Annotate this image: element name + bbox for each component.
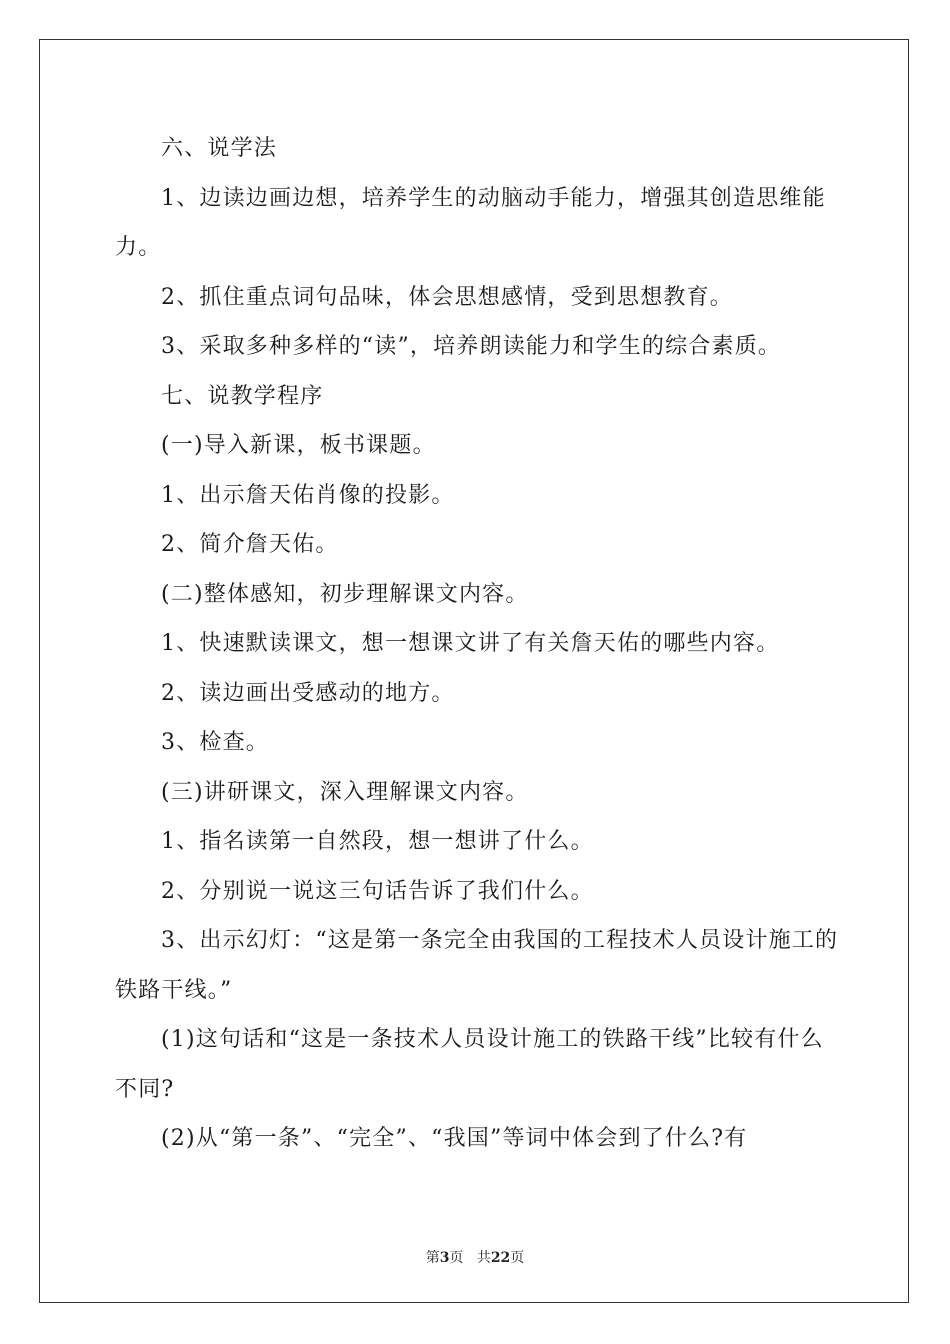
paragraph: 3、采取多种多样的“读”，培养朗读能力和学生的综合素质。 bbox=[161, 334, 782, 359]
paragraph: 2、简介詹天佑。 bbox=[161, 532, 339, 557]
page-footer bbox=[0, 1247, 950, 1267]
total-suffix: 页 bbox=[510, 1250, 525, 1266]
paragraph: (一)导入新课，板书课题。 bbox=[161, 433, 436, 458]
paragraph: 2、读边画出受感动的地方。 bbox=[161, 680, 455, 706]
paragraph: 3、出示幻灯：“这是第一条完全由我国的工程技术人员设计施工的铁路干线。” bbox=[115, 928, 839, 1003]
document-body bbox=[115, 124, 840, 1164]
paragraph: (二)整体感知，初步理解课文内容。 bbox=[161, 581, 529, 607]
paragraph: 2、抓住重点词句品味，体会思想感情，受到思想教育。 bbox=[161, 284, 733, 310]
total-pages: 22 bbox=[490, 1250, 511, 1266]
total-prefix: 共 bbox=[476, 1250, 491, 1266]
paragraph: 3、检查。 bbox=[161, 730, 269, 755]
paragraph: 1、快速默读课文，想一想课文讲了有关詹天佑的哪些内容。 bbox=[161, 631, 780, 656]
page-number: 3 bbox=[439, 1250, 450, 1266]
paragraph: 1、出示詹天佑肖像的投影。 bbox=[161, 482, 455, 508]
page-prefix: 第 bbox=[425, 1250, 440, 1266]
section-heading: 七、说教学程序 bbox=[161, 383, 324, 409]
paragraph: 1、指名读第一自然段，想一想讲了什么。 bbox=[161, 829, 594, 854]
page-suffix: 页 bbox=[449, 1250, 464, 1266]
paragraph: (三)讲研课文，深入理解课文内容。 bbox=[161, 779, 529, 805]
paragraph: 1、边读边画边想，培养学生的动脑动手能力，增强其创造思维能力。 bbox=[115, 185, 826, 260]
paragraph: 2、分别说一说这三句话告诉了我们什么。 bbox=[161, 878, 594, 904]
paragraph: (2)从“第一条”、“完全”、“我国”等词中体会到了什么?有 bbox=[161, 1126, 748, 1151]
paragraph: (1)这句话和“这是一条技术人员设计施工的铁路干线”比较有什么不同? bbox=[115, 1027, 824, 1102]
paragraph: 六、说学法 bbox=[161, 136, 278, 161]
